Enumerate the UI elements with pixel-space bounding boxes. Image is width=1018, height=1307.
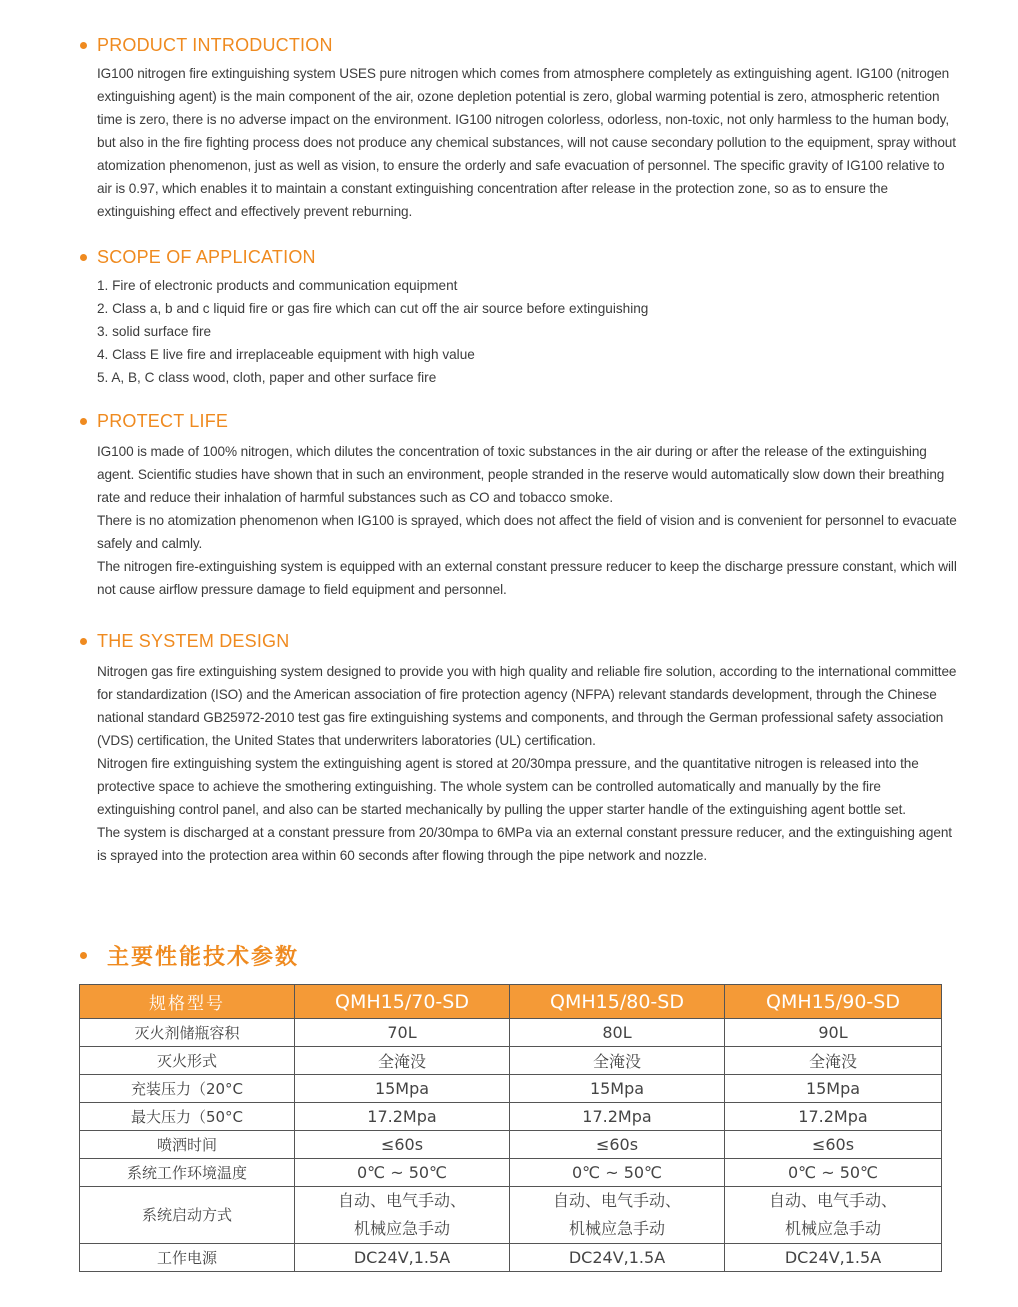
section-system-design [78,629,958,867]
row-label: 工作电源 [80,1244,295,1272]
table-row [80,1103,942,1131]
row-label: 灭火剂储瓶容积 [80,1019,295,1047]
list-item: 1. Fire of electronic products and communication equipment [97,278,458,293]
table-cell: 90L [725,1019,942,1047]
section-body [97,440,958,601]
section-body [97,660,958,867]
table-row [80,1019,942,1047]
scope-list [97,274,958,389]
table-cell: 17.2Mpa [725,1103,942,1131]
specs-heading [78,940,299,971]
bullet-dot-icon [80,638,87,645]
table-cell: 15Mpa [725,1075,942,1103]
table-cell: 70L [295,1019,510,1047]
cell-line: 机械应急手动 [568,1219,665,1238]
table-cell [510,1187,725,1244]
table-cell: ≤60s [295,1131,510,1159]
section-title: PRODUCT INTRODUCTION [97,34,333,55]
paragraph: The nitrogen fire-extinguishing system is equipped with an external constant pressure reducer to keep the discharge pressure constant, which will not cause airflow pressure damage to field equipment and personnel. [97,559,957,597]
list-item: 3. solid surface fire [97,324,212,339]
table-row [80,1187,942,1244]
table-cell: 全淹没 [510,1047,725,1075]
paragraph: IG100 nitrogen fire extinguishing system USES pure nitrogen which comes from atmosphere completely as extinguishing agent. IG100 (nitrogen extinguishing agent) is the main component of the air, ozone depletion potential is zero, global warming potential is zero, atmospheric retention time is zero, there is no adverse impact on the environment. IG100 nitrogen colorless, odorless, non-toxic, not only harmless to the human body, but also in the fire fighting process does not produce any chemical substances, will not cause secondary pollution to the equipment, spray without atomization phenomenon, just as well as vision, to ensure the orderly and safe evacuation of personnel. The specific gravity of IG100 relative to air is 0.97, which enables it to maintain a constant extinguishing concentration after release in the protection zone, so as to ensure the extinguishing effect and effectively prevent reburning. [97,66,956,219]
paragraph: There is no atomization phenomenon when IG100 is sprayed, which does not affect the field of vision and is convenient for personnel to evacuate safely and calmly. [97,513,957,551]
section-title: THE SYSTEM DESIGN [97,630,290,651]
table-header-row [80,985,942,1019]
header-cell: 规格型号 [80,985,295,1019]
header-cell: QMH15/70-SD [295,985,510,1019]
table-cell: 17.2Mpa [510,1103,725,1131]
section-body [97,62,958,223]
row-label: 充装压力（20°C [80,1075,295,1103]
table-cell: 0℃ ~ 50℃ [725,1159,942,1187]
row-label: 灭火形式 [80,1047,295,1075]
paragraph: Nitrogen fire extinguishing system the extinguishing agent is stored at 20/30mpa pressure, and the quantitative nitrogen is released into the protective space to achieve the smothering extinguishing. The whole system can be controlled automatically and manually by the fire extinguishing control panel, and also can be started mechanically by pulling the upper starter handle of the extinguishing agent bottle set. [97,756,919,817]
list-item: 5. A, B, C class wood, cloth, paper and other surface fire [97,370,437,385]
row-label: 系统启动方式 [80,1187,295,1244]
table-cell: 全淹没 [725,1047,942,1075]
paragraph: IG100 is made of 100% nitrogen, which dilutes the concentration of toxic substances in the air during or after the release of the extinguishing agent. Scientific studies have shown that in such an environment, people stranded in the reserve would automatically slow down their breathing rate and reduce their inhalation of harmful substances such as CO and tobacco smoke. [97,444,945,505]
table-cell: 17.2Mpa [295,1103,510,1131]
bullet-dot-icon [80,952,87,959]
table-cell: ≤60s [510,1131,725,1159]
cell-line: 机械应急手动 [784,1219,881,1238]
section-scope-of-application [78,245,958,389]
table-cell: 全淹没 [295,1047,510,1075]
paragraph: Nitrogen gas fire extinguishing system designed to provide you with high quality and reliable fire solution, according to the international committee for standardization (ISO) and the American association of fire protection agency (NFPA) relevant standards development, through the Chinese national standard GB25972-2010 test gas fire extinguishing systems and components, and through the German professional safety association (VDS) certification, the United States that underwriters laboratories (UL) certification. [97,664,957,748]
table-cell: DC24V,1.5A [510,1244,725,1272]
table-cell: DC24V,1.5A [295,1244,510,1272]
row-label: 喷洒时间 [80,1131,295,1159]
table-row [80,1075,942,1103]
table-cell [295,1187,510,1244]
section-heading [78,245,958,269]
section-title: SCOPE OF APPLICATION [97,246,316,267]
cell-line: 自动、电气手动、 [552,1191,681,1210]
section-title: PROTECT LIFE [97,410,229,431]
section-protect-life [78,409,958,601]
table-cell: ≤60s [725,1131,942,1159]
bullet-dot-icon [80,418,87,425]
table-cell: 0℃ ~ 50℃ [510,1159,725,1187]
table-row [80,1047,942,1075]
header-cell: QMH15/90-SD [725,985,942,1019]
row-label: 系统工作环境温度 [80,1159,295,1187]
specs-title: 主要性能技术参数 [107,945,300,970]
bullet-dot-icon [80,42,87,49]
list-item: 2. Class a, b and c liquid fire or gas fire which can cut off the air source before extinguishing [97,301,649,316]
cell-line: 自动、电气手动、 [768,1191,897,1210]
table-cell: DC24V,1.5A [725,1244,942,1272]
section-product-introduction [78,33,958,223]
table-cell: 80L [510,1019,725,1047]
row-label: 最大压力（50°C [80,1103,295,1131]
cell-line: 机械应急手动 [353,1219,450,1238]
cell-line: 自动、电气手动、 [337,1191,466,1210]
list-item: 4. Class E live fire and irreplaceable equipment with high value [97,347,475,362]
table-row [80,1244,942,1272]
table-row [80,1131,942,1159]
bullet-dot-icon [80,254,87,261]
table-cell [725,1187,942,1244]
table-cell: 0℃ ~ 50℃ [295,1159,510,1187]
section-heading [78,409,958,433]
table-row [80,1159,942,1187]
section-heading [78,629,958,653]
section-heading [78,33,958,57]
paragraph: The system is discharged at a constant pressure from 20/30mpa to 6MPa via an external constant pressure reducer, and the extinguishing agent is sprayed into the protection area within 60 seconds after flowing through the pipe network and nozzle. [97,825,952,863]
header-cell: QMH15/80-SD [510,985,725,1019]
table-cell: 15Mpa [295,1075,510,1103]
spec-table [79,984,942,1272]
table-cell: 15Mpa [510,1075,725,1103]
